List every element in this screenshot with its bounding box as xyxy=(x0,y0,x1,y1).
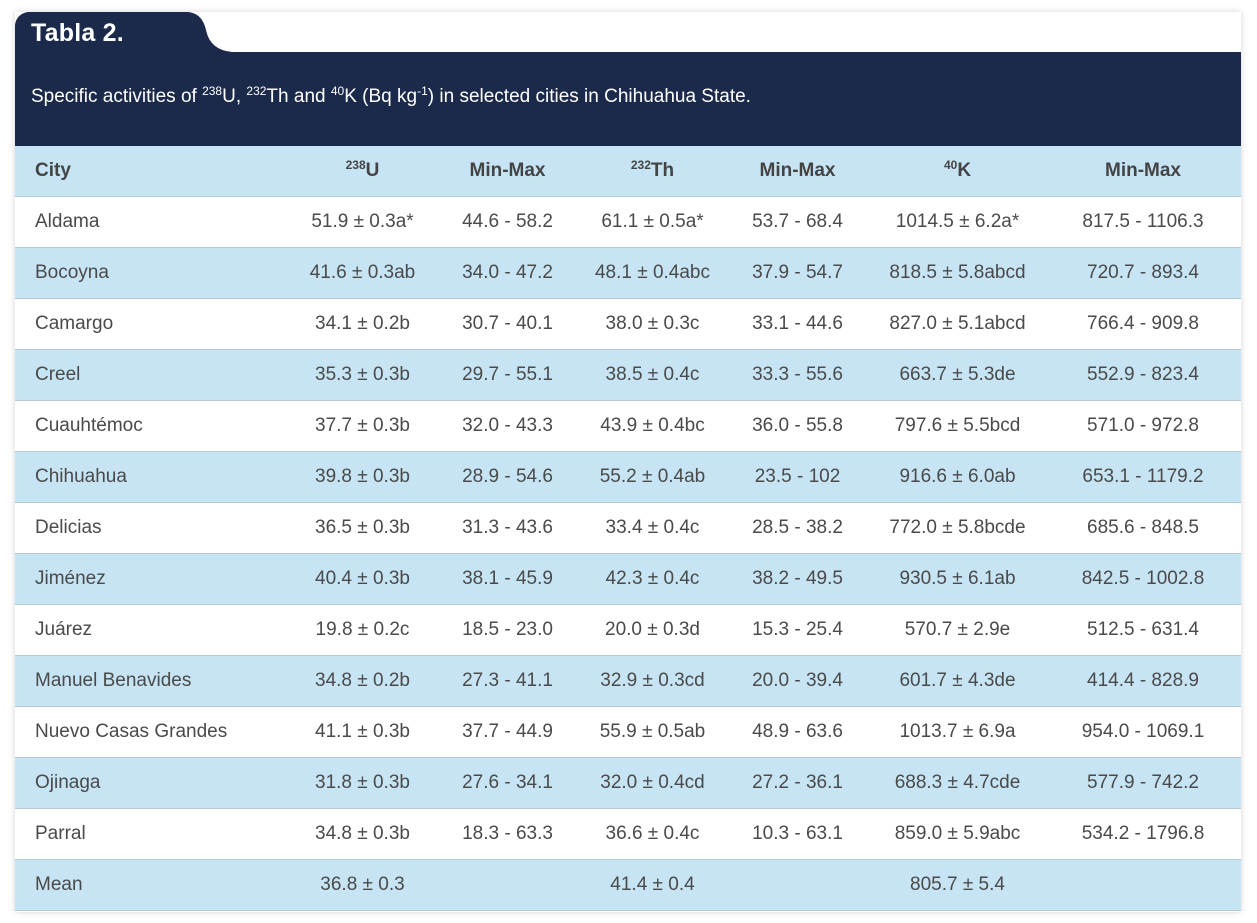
table-cell: 571.0 - 972.8 xyxy=(1045,401,1241,452)
table-cell: 766.4 - 909.8 xyxy=(1045,299,1241,350)
table-cell: Ojinaga xyxy=(15,758,290,809)
table-cell: 414.4 - 828.9 xyxy=(1045,656,1241,707)
table-cell: 55.2 ± 0.4ab xyxy=(580,452,725,503)
table-cell: Manuel Benavides xyxy=(15,656,290,707)
table-cell: 41.1 ± 0.3b xyxy=(290,707,435,758)
table-cell: 36.5 ± 0.3b xyxy=(290,503,435,554)
table-cell: 44.6 - 58.2 xyxy=(435,197,580,248)
table-cell: 27.3 - 41.1 xyxy=(435,656,580,707)
table-cell: 35.3 ± 0.3b xyxy=(290,350,435,401)
table-row xyxy=(15,350,1241,401)
table-cell: 10.3 - 63.1 xyxy=(725,809,870,860)
table-row xyxy=(15,605,1241,656)
column-header: $^{40}$K xyxy=(870,146,1045,197)
column-header: City xyxy=(15,146,290,197)
table-cell: 772.0 ± 5.8bcde xyxy=(870,503,1045,554)
table-cell: 38.1 - 45.9 xyxy=(435,554,580,605)
table-cell: 15.3 - 25.4 xyxy=(725,605,870,656)
table-title: Tabla 2. xyxy=(31,19,124,47)
table-cell: 34.0 - 47.2 xyxy=(435,248,580,299)
table-cell: 41.4 ± 0.4 xyxy=(580,860,725,911)
table-cell: 36.6 ± 0.4c xyxy=(580,809,725,860)
table-cell: 805.7 ± 5.4 xyxy=(870,860,1045,911)
column-header: $^{232}$Th xyxy=(580,146,725,197)
table-row xyxy=(15,248,1241,299)
column-header: Min-Max xyxy=(725,146,870,197)
table-caption xyxy=(15,52,1241,146)
table-cell: 32.0 ± 0.4cd xyxy=(580,758,725,809)
table-cell: 28.5 - 38.2 xyxy=(725,503,870,554)
tab-curve-decoration xyxy=(180,12,260,54)
table-cell: 51.9 ± 0.3a* xyxy=(290,197,435,248)
column-header: Min-Max xyxy=(435,146,580,197)
table-cell: 40.4 ± 0.3b xyxy=(290,554,435,605)
table-cell: 797.6 ± 5.5bcd xyxy=(870,401,1045,452)
table-cell: 20.0 ± 0.3d xyxy=(580,605,725,656)
table-body xyxy=(15,197,1241,911)
table-cell: 32.9 ± 0.3cd xyxy=(580,656,725,707)
table-cell xyxy=(725,860,870,911)
table-cell: 601.7 ± 4.3de xyxy=(870,656,1045,707)
table-cell: 48.9 - 63.6 xyxy=(725,707,870,758)
table-cell: 1013.7 ± 6.9a xyxy=(870,707,1045,758)
table-cell: 55.9 ± 0.5ab xyxy=(580,707,725,758)
table-cell: 43.9 ± 0.4bc xyxy=(580,401,725,452)
table-container xyxy=(15,12,1241,912)
table-cell: 688.3 ± 4.7cde xyxy=(870,758,1045,809)
table-cell: 818.5 ± 5.8abcd xyxy=(870,248,1045,299)
table-cell: 41.6 ± 0.3ab xyxy=(290,248,435,299)
table-cell: 685.6 - 848.5 xyxy=(1045,503,1241,554)
table-header-row xyxy=(15,146,1241,197)
table-cell: 29.7 - 55.1 xyxy=(435,350,580,401)
table-row xyxy=(15,452,1241,503)
table-cell: 552.9 - 823.4 xyxy=(1045,350,1241,401)
table-cell: 653.1 - 1179.2 xyxy=(1045,452,1241,503)
table-cell: 20.0 - 39.4 xyxy=(725,656,870,707)
table-cell: 34.8 ± 0.2b xyxy=(290,656,435,707)
table-cell: 36.8 ± 0.3 xyxy=(290,860,435,911)
table-cell xyxy=(1045,860,1241,911)
column-header: Min-Max xyxy=(1045,146,1241,197)
table-cell: 61.1 ± 0.5a* xyxy=(580,197,725,248)
table-cell: 720.7 - 893.4 xyxy=(1045,248,1241,299)
table-cell: Cuauhtémoc xyxy=(15,401,290,452)
table-cell: 37.9 - 54.7 xyxy=(725,248,870,299)
table-cell: Parral xyxy=(15,809,290,860)
table-cell: Nuevo Casas Grandes xyxy=(15,707,290,758)
table-cell: 33.3 - 55.6 xyxy=(725,350,870,401)
table-cell: 512.5 - 631.4 xyxy=(1045,605,1241,656)
table-cell: 48.1 ± 0.4abc xyxy=(580,248,725,299)
table-row xyxy=(15,707,1241,758)
table-cell: 859.0 ± 5.9abc xyxy=(870,809,1045,860)
table-cell: 39.8 ± 0.3b xyxy=(290,452,435,503)
table-cell: 663.7 ± 5.3de xyxy=(870,350,1045,401)
table-cell: 916.6 ± 6.0ab xyxy=(870,452,1045,503)
table-row xyxy=(15,503,1241,554)
table-cell: Chihuahua xyxy=(15,452,290,503)
table-cell: 33.1 - 44.6 xyxy=(725,299,870,350)
table-row xyxy=(15,299,1241,350)
caption-text: Specific activities of $^{238}$U, $^{232}$Th and $^{40}$K (Bq $kg^{-1}$) in selected cities in Chihuahua State. xyxy=(31,84,751,107)
table-cell: 930.5 ± 6.1ab xyxy=(870,554,1045,605)
table-cell: 37.7 - 44.9 xyxy=(435,707,580,758)
table-cell: 27.2 - 36.1 xyxy=(725,758,870,809)
table-cell: 842.5 - 1002.8 xyxy=(1045,554,1241,605)
table-cell: 28.9 - 54.6 xyxy=(435,452,580,503)
table-cell: 33.4 ± 0.4c xyxy=(580,503,725,554)
table-cell: 31.8 ± 0.3b xyxy=(290,758,435,809)
table-cell: 30.7 - 40.1 xyxy=(435,299,580,350)
table-cell: 31.3 - 43.6 xyxy=(435,503,580,554)
table-cell: 27.6 - 34.1 xyxy=(435,758,580,809)
table-cell: Aldama xyxy=(15,197,290,248)
table-cell: 534.2 - 1796.8 xyxy=(1045,809,1241,860)
table-cell: 38.2 - 49.5 xyxy=(725,554,870,605)
table-cell: 577.9 - 742.2 xyxy=(1045,758,1241,809)
table-cell: 23.5 - 102 xyxy=(725,452,870,503)
table-cell: 32.0 - 43.3 xyxy=(435,401,580,452)
table-cell: 38.0 ± 0.3c xyxy=(580,299,725,350)
table-cell: 36.0 - 55.8 xyxy=(725,401,870,452)
table-cell: 570.7 ± 2.9e xyxy=(870,605,1045,656)
table-cell: 53.7 - 68.4 xyxy=(725,197,870,248)
table-cell: Bocoyna xyxy=(15,248,290,299)
table-cell: 954.0 - 1069.1 xyxy=(1045,707,1241,758)
table-tab xyxy=(15,12,200,54)
table-cell: Camargo xyxy=(15,299,290,350)
table-cell: Creel xyxy=(15,350,290,401)
table-cell: 1014.5 ± 6.2a* xyxy=(870,197,1045,248)
activities-table xyxy=(15,146,1241,911)
table-cell xyxy=(435,860,580,911)
table-row xyxy=(15,809,1241,860)
table-cell: 34.1 ± 0.2b xyxy=(290,299,435,350)
table-row xyxy=(15,758,1241,809)
table-row xyxy=(15,860,1241,911)
table-row xyxy=(15,656,1241,707)
column-header: $^{238}$U xyxy=(290,146,435,197)
table-cell: Delicias xyxy=(15,503,290,554)
table-cell: 18.5 - 23.0 xyxy=(435,605,580,656)
table-cell: 18.3 - 63.3 xyxy=(435,809,580,860)
table-row xyxy=(15,554,1241,605)
table-row xyxy=(15,401,1241,452)
table-cell: 38.5 ± 0.4c xyxy=(580,350,725,401)
table-cell: 817.5 - 1106.3 xyxy=(1045,197,1241,248)
table-cell: 827.0 ± 5.1abcd xyxy=(870,299,1045,350)
table-cell: 34.8 ± 0.3b xyxy=(290,809,435,860)
table-cell: 42.3 ± 0.4c xyxy=(580,554,725,605)
table-row xyxy=(15,197,1241,248)
table-cell: Mean xyxy=(15,860,290,911)
table-cell: 37.7 ± 0.3b xyxy=(290,401,435,452)
table-cell: 19.8 ± 0.2c xyxy=(290,605,435,656)
table-cell: Juárez xyxy=(15,605,290,656)
table-cell: Jiménez xyxy=(15,554,290,605)
